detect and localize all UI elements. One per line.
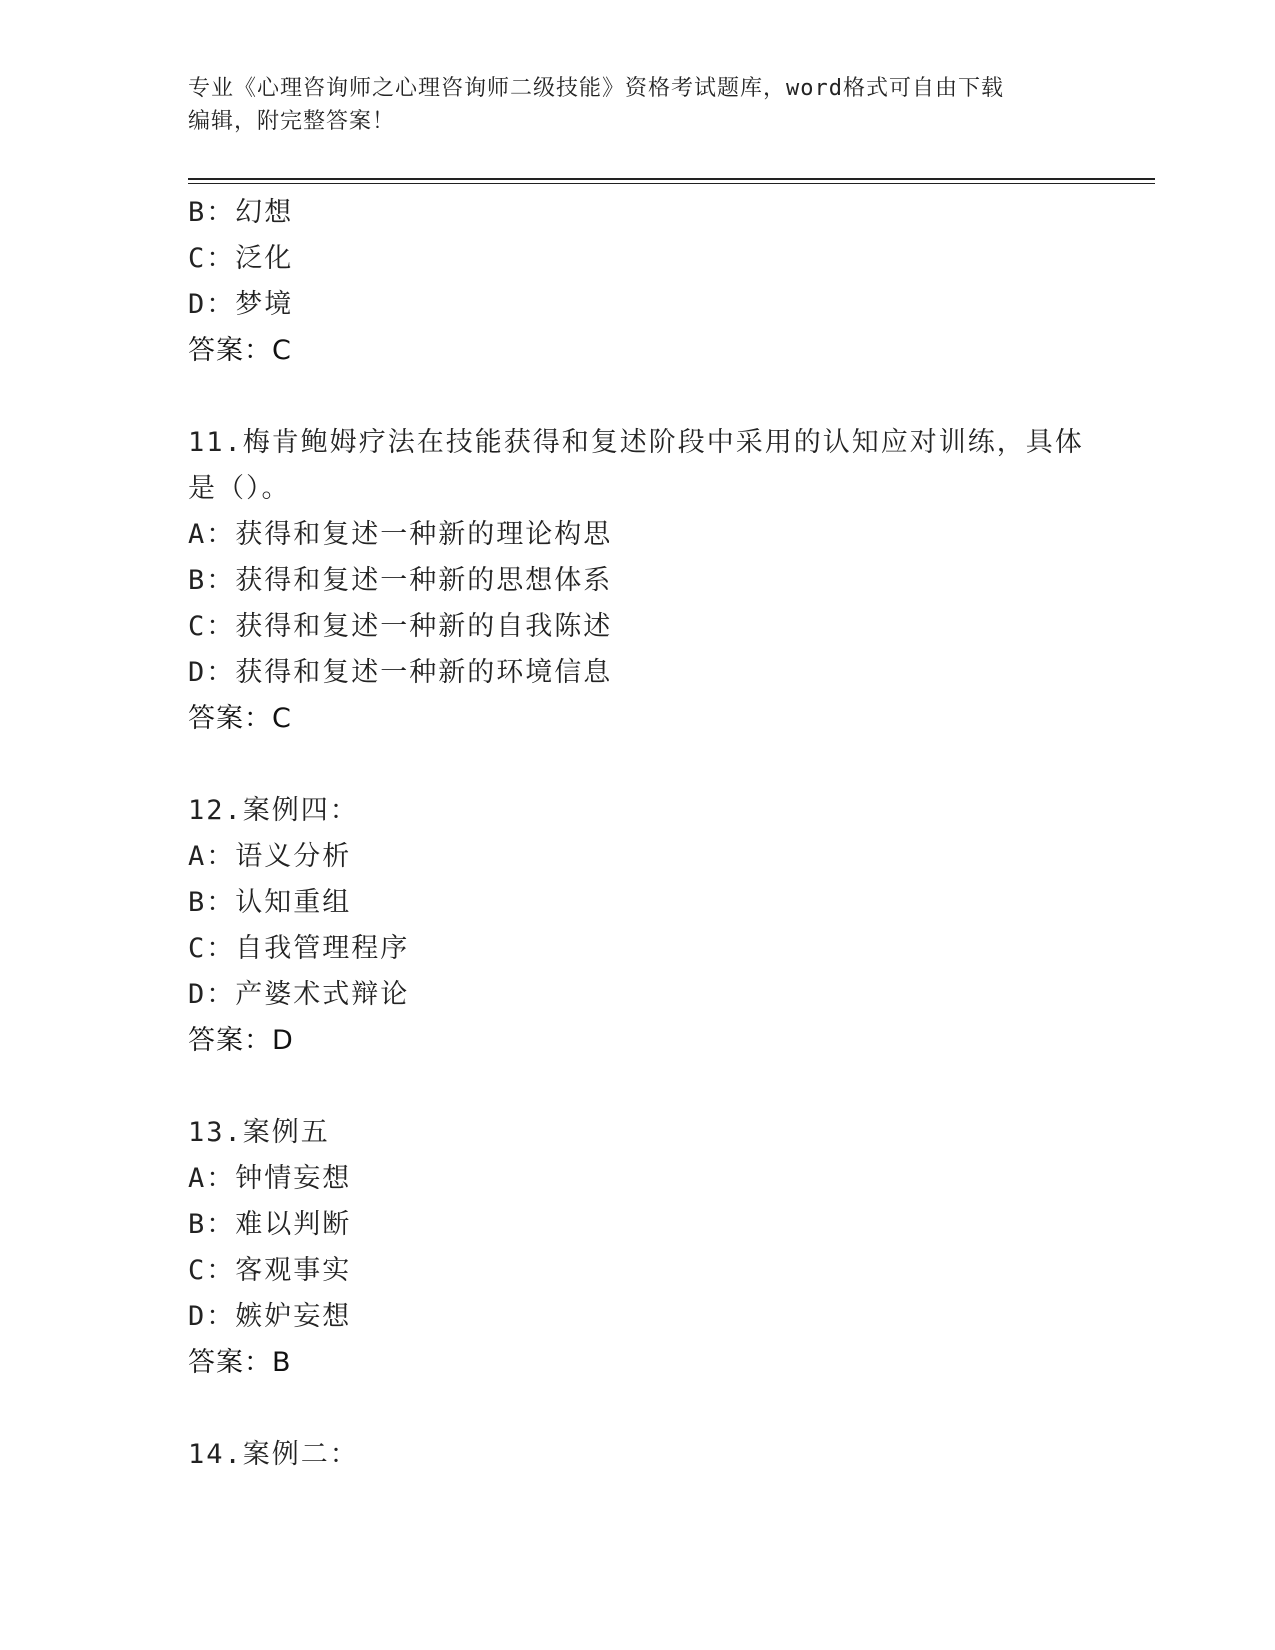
option-text: 获得和复述一种新的理论构思 xyxy=(235,519,613,550)
option-label: A： xyxy=(188,841,236,872)
answer: 答案：C xyxy=(188,703,292,734)
option-label: C： xyxy=(188,933,236,964)
question-11-title-line-2: 是（）。 xyxy=(188,473,291,504)
option-label: A： xyxy=(188,1163,236,1194)
option-b xyxy=(188,558,1088,604)
option-d xyxy=(188,282,1088,328)
option-text: 泛化 xyxy=(235,243,294,274)
option-b xyxy=(188,190,1088,236)
question-12-title: 12.案例四： xyxy=(188,795,359,826)
option-c xyxy=(188,1248,1088,1294)
option-text: 获得和复述一种新的环境信息 xyxy=(235,657,613,688)
question-content xyxy=(188,190,1088,1478)
option-label: D： xyxy=(188,289,236,320)
spacer xyxy=(188,742,1088,788)
header-divider-thick xyxy=(188,178,1155,180)
header-divider-thin xyxy=(188,183,1155,184)
option-label: C： xyxy=(188,611,236,642)
option-text: 获得和复述一种新的思想体系 xyxy=(235,565,613,596)
option-label: B： xyxy=(188,565,236,596)
spacer xyxy=(188,1386,1088,1432)
option-text: 难以判断 xyxy=(235,1209,352,1240)
option-a xyxy=(188,512,1088,558)
option-label: C： xyxy=(188,243,236,274)
option-text: 语义分析 xyxy=(235,841,352,872)
option-d xyxy=(188,650,1088,696)
option-text: 梦境 xyxy=(235,289,294,320)
option-c xyxy=(188,604,1088,650)
option-text: 客观事实 xyxy=(235,1255,352,1286)
option-text: 幻想 xyxy=(235,197,294,228)
option-label: B： xyxy=(188,197,236,228)
question-11-title-line-1: 11.梅肯鲍姆疗法在技能获得和复述阶段中采用的认知应对训练，具体 xyxy=(188,427,1084,458)
option-c xyxy=(188,926,1088,972)
answer: 答案：C xyxy=(188,335,292,366)
spacer xyxy=(188,374,1088,420)
header-line-1: 专业《心理咨询师之心理咨询师二级技能》资格考试题库，word格式可自由下载 xyxy=(188,76,1004,101)
option-label: B： xyxy=(188,1209,236,1240)
option-label: A： xyxy=(188,519,236,550)
option-a xyxy=(188,834,1088,880)
option-label: B： xyxy=(188,887,236,918)
option-text: 自我管理程序 xyxy=(235,933,410,964)
answer: 答案：B xyxy=(188,1347,292,1378)
option-label: D： xyxy=(188,1301,236,1332)
option-text: 认知重组 xyxy=(235,887,352,918)
option-text: 嫉妒妄想 xyxy=(235,1301,352,1332)
spacer xyxy=(188,1064,1088,1110)
option-b xyxy=(188,1202,1088,1248)
option-text: 钟情妄想 xyxy=(235,1163,352,1194)
option-d xyxy=(188,972,1088,1018)
option-text: 产婆术式辩论 xyxy=(235,979,410,1010)
option-label: D： xyxy=(188,657,236,688)
header-line-2: 编辑，附完整答案！ xyxy=(188,109,396,134)
option-text: 获得和复述一种新的自我陈述 xyxy=(235,611,613,642)
option-label: C： xyxy=(188,1255,236,1286)
document-header xyxy=(188,72,1088,138)
option-label: D： xyxy=(188,979,236,1010)
option-b xyxy=(188,880,1088,926)
answer: 答案：D xyxy=(188,1025,294,1056)
option-a xyxy=(188,1156,1088,1202)
option-c xyxy=(188,236,1088,282)
question-14-title: 14.案例二： xyxy=(188,1439,359,1470)
option-d xyxy=(188,1294,1088,1340)
question-13-title: 13.案例五 xyxy=(188,1117,330,1148)
